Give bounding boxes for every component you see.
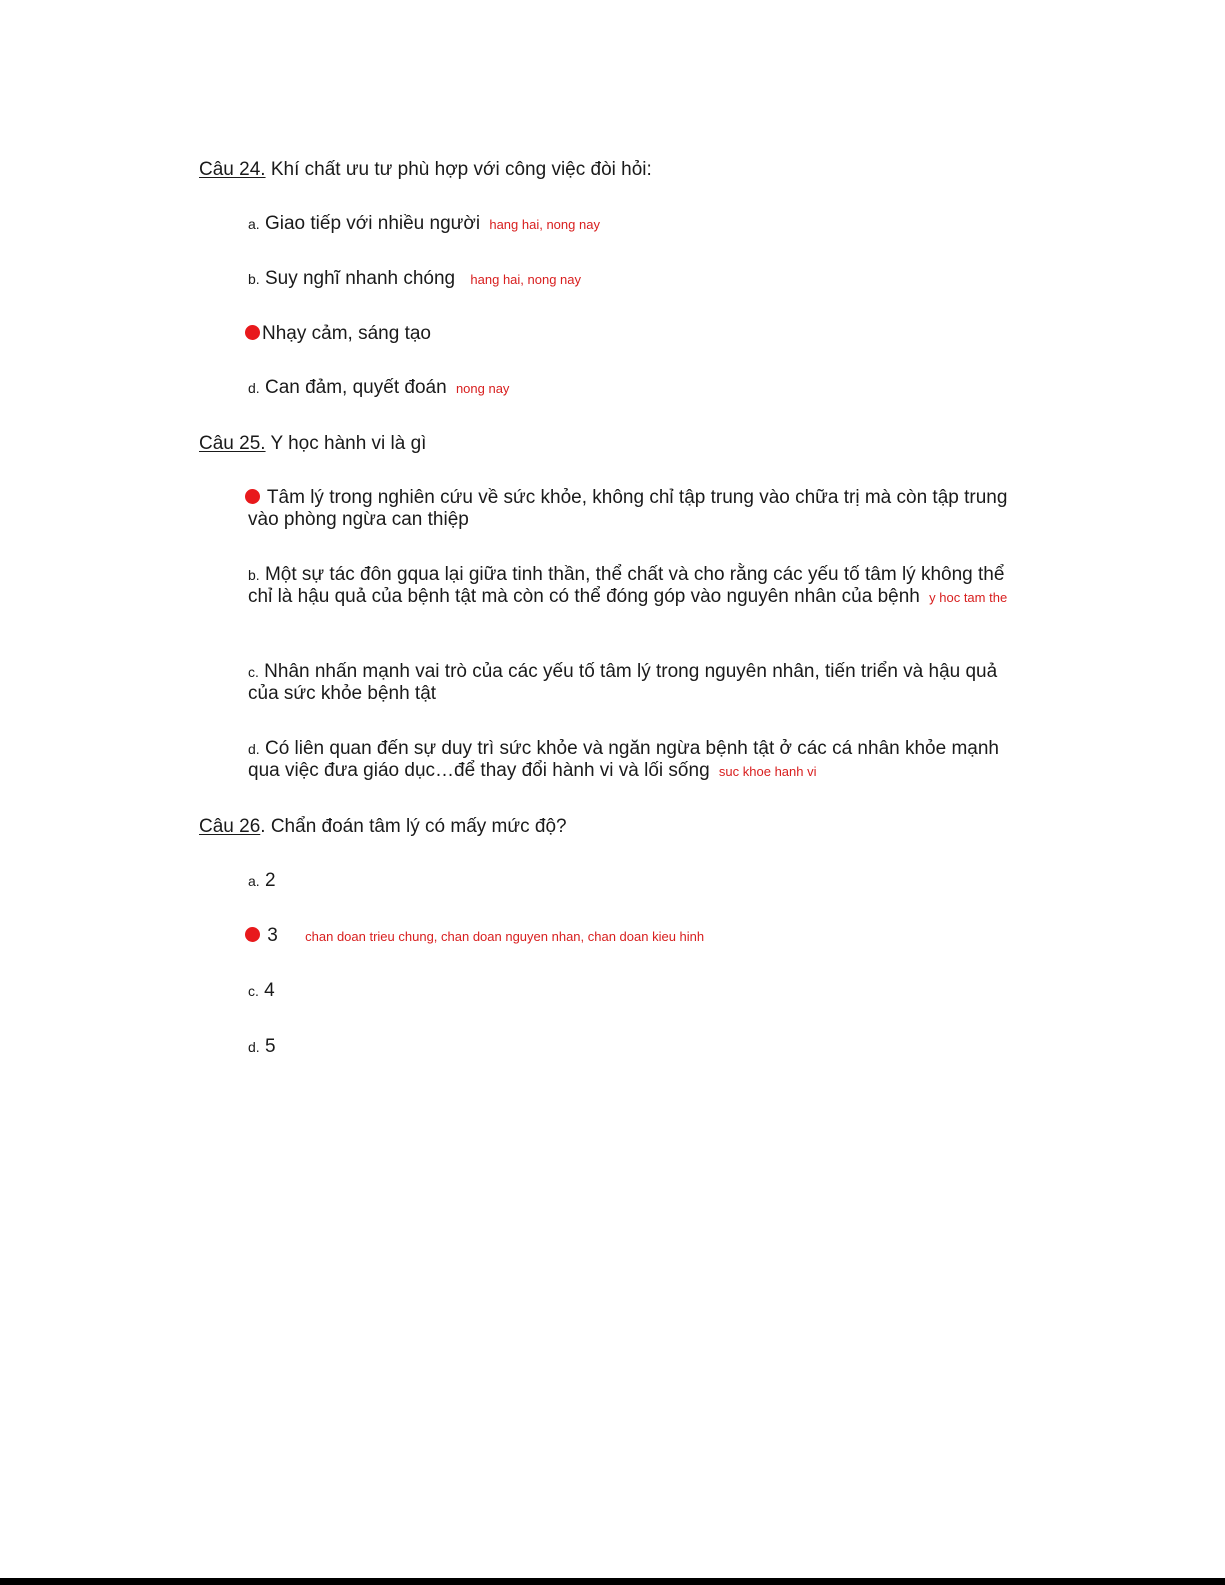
- option-letter: d.: [248, 380, 260, 396]
- question-26-heading: [199, 815, 567, 839]
- option-text: Nhân nhấn mạnh vai trò của các yếu tố tâm lý trong nguyên nhân, tiến triển và hậu quả của sức khỏe bệnh tật: [248, 661, 998, 704]
- option-text: 2: [259, 870, 276, 891]
- q24-option-c-selected: [248, 323, 1008, 345]
- answer-marker-icon: [245, 927, 260, 942]
- option-text: 5: [259, 1036, 276, 1057]
- page-bottom-edge: [0, 1578, 1225, 1585]
- option-text: Giao tiếp với nhiều người: [259, 213, 481, 234]
- option-text: Một sự tác đôn gqua lại giữa tinh thần, thể chất và cho rằng các yếu tố tâm lý không thể chỉ là hậu quả của bệnh tật mà còn có thể đóng góp vào nguyên nhân của bệnh: [248, 564, 1005, 607]
- question-25-heading: [199, 432, 426, 456]
- question-25-text: Y học hành vi là gì: [265, 433, 427, 454]
- option-letter: c.: [248, 664, 259, 680]
- question-24-text: Khí chất ưu tư phù hợp với công việc đòi hỏi:: [265, 159, 652, 180]
- handwritten-note: suc khoe hanh vi: [718, 764, 817, 779]
- q24-option-a: [248, 213, 1008, 236]
- answer-marker-icon: [245, 325, 260, 340]
- q25-option-a-selected: [248, 487, 1008, 531]
- option-text: Có liên quan đến sự duy trì sức khỏe và ngăn ngừa bệnh tật ở các cá nhân khỏe mạnh qua việc đưa giáo dục…để thay đổi hành vi và lối sống: [248, 738, 999, 781]
- question-26-text: . Chẩn đoán tâm lý có mấy mức độ?: [260, 816, 567, 837]
- handwritten-note: nong nay: [455, 381, 510, 396]
- handwritten-note: chan doan trieu chung, chan doan nguyen nhan, chan doan kieu hinh: [305, 929, 705, 944]
- q25-option-b: [248, 564, 1008, 609]
- q25-option-d: [248, 738, 1008, 783]
- question-25-number: Câu 25.: [199, 433, 266, 454]
- q26-option-a: [248, 870, 1008, 892]
- option-letter: b.: [248, 271, 260, 287]
- handwritten-note: y hoc tam the: [929, 590, 1008, 605]
- question-26-number: Câu 26: [199, 816, 261, 837]
- q24-option-b: [248, 268, 1008, 291]
- option-text: 4: [258, 980, 275, 1001]
- option-text: 3: [262, 925, 278, 946]
- option-text: Tâm lý trong nghiên cứu về sức khỏe, không chỉ tập trung vào chữa trị mà còn tập trung vào phòng ngừa can thiệp: [248, 487, 1008, 530]
- handwritten-note: hang hai, nong nay: [489, 217, 600, 232]
- option-letter: a.: [248, 216, 260, 232]
- question-24-heading: [199, 158, 652, 182]
- option-letter: d.: [248, 1039, 260, 1055]
- answer-marker-icon: [245, 489, 260, 504]
- question-24-number: Câu 24.: [199, 159, 266, 180]
- handwritten-note: hang hai, nong nay: [470, 272, 582, 287]
- q25-option-c: [248, 661, 1008, 705]
- option-letter: c.: [248, 983, 259, 999]
- option-text: Nhạy cảm, sáng tạo: [262, 323, 431, 344]
- q26-option-b-selected: [248, 925, 1008, 948]
- option-letter: b.: [248, 567, 260, 583]
- option-text: Can đảm, quyết đoán: [259, 377, 447, 398]
- q26-option-d: [248, 1036, 1008, 1058]
- q26-option-c: [248, 980, 1008, 1002]
- option-text: Suy nghĩ nhanh chóng: [259, 268, 456, 289]
- option-letter: a.: [248, 873, 260, 889]
- option-letter: d.: [248, 741, 260, 757]
- q24-option-d: [248, 377, 1008, 400]
